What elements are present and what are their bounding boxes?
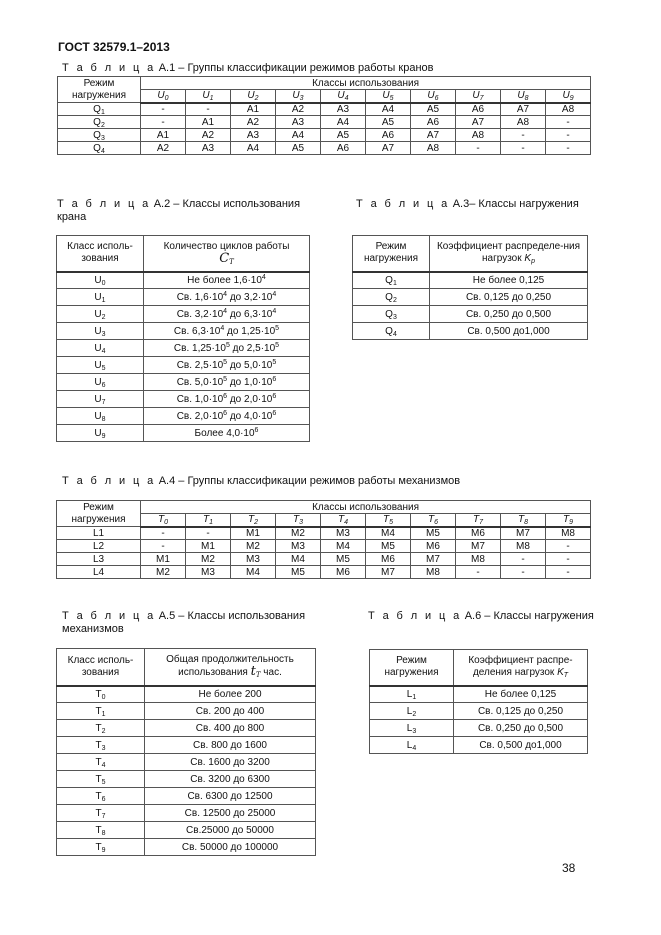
table-cell: - (546, 116, 591, 129)
table-a2 (56, 235, 310, 442)
table-cell: A4 (321, 116, 366, 129)
row-label: $L_3$ (370, 720, 454, 737)
table-cell: A6 (411, 116, 456, 129)
table-cell: A8 (456, 129, 501, 142)
table-row (353, 323, 588, 340)
table-a5-caption (62, 610, 305, 636)
row-value: Св. 0,500 до1,000 (454, 737, 588, 754)
row-value: Св. $2,0\cdot 10^6$ до $4,0\cdot 10^6$ (144, 408, 310, 425)
table-row (57, 737, 316, 754)
table-a6 (369, 649, 588, 754)
table-cell: A1 (186, 116, 231, 129)
column-header: $T_7$ (456, 514, 501, 527)
row-value: Не более 200 (145, 686, 316, 703)
table-cell: M4 (321, 540, 366, 553)
table-a4 (56, 500, 591, 579)
row-value: Более $4,0\cdot 10^6$ (144, 425, 310, 442)
symbol-ct: $C_T$ (219, 250, 234, 266)
row-value: Св. $3,2\cdot 10^4$ до $6,3\cdot 10^4$ (144, 306, 310, 323)
table-cell: - (501, 129, 546, 142)
table-cell: A8 (546, 103, 591, 116)
row-label: $U_8$ (57, 408, 144, 425)
column-header: $T_4$ (321, 514, 366, 527)
table-row (370, 720, 588, 737)
table-cell: A5 (366, 116, 411, 129)
table-cell: M5 (276, 566, 321, 579)
table-cell: A8 (501, 116, 546, 129)
symbol-kt: $K_T$ (557, 667, 569, 680)
row-label: $T_1$ (57, 703, 145, 720)
table-cell: A1 (231, 103, 276, 116)
row-label: $T_7$ (57, 805, 145, 822)
table-row (57, 527, 591, 540)
table-a1 (57, 76, 591, 155)
caption-text-line2: механизмов (62, 623, 124, 635)
header-mode: Режим нагружения (57, 501, 141, 527)
table-cell: M3 (186, 566, 231, 579)
table-row (58, 129, 591, 142)
table-cell: M4 (276, 553, 321, 566)
table-cell: M3 (231, 553, 276, 566)
row-label: $T_9$ (57, 839, 145, 856)
table-cell: A4 (366, 103, 411, 116)
caption-text: А.2 – Классы использования (150, 198, 301, 210)
row-value: Св. 6300 до 12500 (145, 788, 316, 805)
row-value: Св. 0,125 до 0,250 (430, 289, 588, 306)
caption-text: А.5 – Классы использования (155, 610, 306, 622)
row-label: $Q_3$ (353, 306, 430, 323)
table-cell: M7 (501, 527, 546, 540)
table-row (57, 703, 316, 720)
table-row (57, 771, 316, 788)
row-mode: L4 (57, 566, 141, 579)
row-label: $Q_1$ (353, 272, 430, 289)
table-cell: M7 (366, 566, 411, 579)
header-mode: Режим нагружения (58, 77, 141, 103)
table-cell: A6 (321, 142, 366, 155)
column-header: $T_2$ (231, 514, 276, 527)
row-value: Св. $1,25\cdot 10^5$ до $2,5\cdot 10^5$ (144, 340, 310, 357)
table-cell: M8 (546, 527, 591, 540)
table-cell: M1 (141, 553, 186, 566)
table-cell: - (186, 527, 231, 540)
table-cell: A7 (501, 103, 546, 116)
table-cell: - (501, 553, 546, 566)
table-cell: - (141, 540, 186, 553)
header-classes: Классы использования (141, 77, 591, 90)
table-cell: A7 (366, 142, 411, 155)
column-header: $U_7$ (456, 90, 501, 103)
table-cell: A2 (276, 103, 321, 116)
caption-prefix: Т а б л и ц а (368, 610, 462, 622)
caption-text: А.6 – Классы нагружения (461, 610, 594, 622)
table-a3 (352, 235, 588, 340)
table-cell: A3 (321, 103, 366, 116)
row-label: $L_4$ (370, 737, 454, 754)
table-cell: M5 (366, 540, 411, 553)
row-mode: $Q_1$ (58, 103, 141, 116)
row-label: $T_5$ (57, 771, 145, 788)
table-cell: - (141, 527, 186, 540)
table-row (370, 686, 588, 703)
row-value: Св. 50000 до 100000 (145, 839, 316, 856)
header-duration: Общая продолжительность использования $t_T$ час. (145, 649, 316, 686)
row-value: Не более 0,125 (454, 686, 588, 703)
row-label: $T_2$ (57, 720, 145, 737)
table-cell: - (141, 103, 186, 116)
row-label: $Q_4$ (353, 323, 430, 340)
table-row (370, 737, 588, 754)
table-row (57, 553, 591, 566)
row-label: $T_6$ (57, 788, 145, 805)
symbol-kp: $K_p$ (524, 253, 535, 266)
table-cell: M3 (276, 540, 321, 553)
table-row (370, 703, 588, 720)
table-row (57, 357, 310, 374)
row-value: Св. 0,500 до1,000 (430, 323, 588, 340)
caption-prefix: Т а б л и ц а (356, 198, 450, 210)
table-row (57, 720, 316, 737)
table-cell: - (546, 129, 591, 142)
row-value: Св. 1600 до 3200 (145, 754, 316, 771)
row-mode: $Q_2$ (58, 116, 141, 129)
table-a1-caption (62, 62, 433, 75)
table-a4-caption (62, 475, 460, 488)
table-cell: M5 (321, 553, 366, 566)
row-label: $U_3$ (57, 323, 144, 340)
header-coef: Коэффициент распределе-ния нагрузок $K_p$ (430, 236, 588, 272)
row-value: Не более $1,6\cdot 10^4$ (144, 272, 310, 289)
column-header: $U_1$ (186, 90, 231, 103)
column-header: $U_2$ (231, 90, 276, 103)
table-row (57, 822, 316, 839)
row-value: Св. $1,0\cdot 10^6$ до $2,0\cdot 10^6$ (144, 391, 310, 408)
table-row (57, 788, 316, 805)
column-header: $T_0$ (141, 514, 186, 527)
table-row (57, 391, 310, 408)
table-cell: A5 (276, 142, 321, 155)
row-label: $L_1$ (370, 686, 454, 703)
row-value: Св. 200 до 400 (145, 703, 316, 720)
table-cell: M6 (456, 527, 501, 540)
column-header: $U_0$ (141, 90, 186, 103)
table-cell: - (501, 142, 546, 155)
table-row (58, 142, 591, 155)
table-row (57, 289, 310, 306)
row-label: $T_3$ (57, 737, 145, 754)
column-header: $T_5$ (366, 514, 411, 527)
header-mode: Режим нагружения (370, 650, 454, 686)
row-label: $U_7$ (57, 391, 144, 408)
column-header: $T_9$ (546, 514, 591, 527)
table-row (58, 103, 591, 116)
caption-prefix: Т а б л и ц а (57, 198, 151, 210)
table-cell: M3 (321, 527, 366, 540)
row-value: Св. 3200 до 6300 (145, 771, 316, 788)
symbol-tt: $t_T$ (250, 664, 261, 680)
table-cell: M6 (366, 553, 411, 566)
table-cell: A7 (456, 116, 501, 129)
table-cell: - (456, 566, 501, 579)
table-cell: M8 (411, 566, 456, 579)
table-cell: - (546, 142, 591, 155)
table-row (57, 754, 316, 771)
table-cell: - (546, 553, 591, 566)
row-mode: L1 (57, 527, 141, 540)
table-cell: - (546, 540, 591, 553)
table-cell: M8 (456, 553, 501, 566)
table-cell: A1 (141, 129, 186, 142)
header-cycles: Количество циклов работы $C_T$ (144, 236, 310, 272)
table-cell: A8 (411, 142, 456, 155)
header-classes: Классы использования (141, 501, 591, 514)
row-value: Св. 0,125 до 0,250 (454, 703, 588, 720)
caption-prefix: Т а б л и ц а (62, 610, 156, 622)
caption-prefix: Т а б л и ц а (62, 62, 156, 74)
column-header: $T_1$ (186, 514, 231, 527)
table-cell: A3 (231, 129, 276, 142)
table-row (57, 805, 316, 822)
header-class: Класс исполь-зования (57, 649, 145, 686)
row-label: $U_0$ (57, 272, 144, 289)
table-cell: M2 (141, 566, 186, 579)
table-cell: A7 (411, 129, 456, 142)
row-label: $U_9$ (57, 425, 144, 442)
table-cell: - (546, 566, 591, 579)
caption-text-line2: крана (57, 211, 87, 223)
table-cell: - (501, 566, 546, 579)
table-cell: A4 (276, 129, 321, 142)
row-value: Св. 0,250 до 0,500 (430, 306, 588, 323)
column-header: $U_4$ (321, 90, 366, 103)
row-label: $Q_2$ (353, 289, 430, 306)
table-row (353, 289, 588, 306)
column-header: $U_3$ (276, 90, 321, 103)
table-cell: M1 (186, 540, 231, 553)
table-a2-caption (57, 198, 300, 224)
row-value: Св. 800 до 1600 (145, 737, 316, 754)
row-mode: $Q_4$ (58, 142, 141, 155)
header-class: Класс исполь-зования (57, 236, 144, 272)
row-label: $T_8$ (57, 822, 145, 839)
row-label: $U_6$ (57, 374, 144, 391)
document-code: ГОСТ 32579.1–2013 (58, 40, 170, 54)
header-mode: Режим нагружения (353, 236, 430, 272)
table-cell: A3 (276, 116, 321, 129)
row-label: $U_1$ (57, 289, 144, 306)
column-header: $U_5$ (366, 90, 411, 103)
column-header: $U_8$ (501, 90, 546, 103)
table-cell: - (141, 116, 186, 129)
table-cell: A5 (321, 129, 366, 142)
table-row (57, 272, 310, 289)
row-value: Св. $5,0\cdot 10^5$ до $1,0\cdot 10^6$ (144, 374, 310, 391)
table-cell: M1 (231, 527, 276, 540)
table-cell: - (186, 103, 231, 116)
table-cell: M6 (411, 540, 456, 553)
caption-text: А.1 – Группы классификации режимов работы кранов (155, 62, 434, 74)
caption-prefix: Т а б л и ц а (62, 475, 156, 487)
table-row (57, 686, 316, 703)
row-value: Св. 12500 до 25000 (145, 805, 316, 822)
row-mode: L2 (57, 540, 141, 553)
table-cell: A6 (456, 103, 501, 116)
row-label: $T_0$ (57, 686, 145, 703)
table-cell: M4 (366, 527, 411, 540)
table-cell: M2 (231, 540, 276, 553)
row-label: $U_4$ (57, 340, 144, 357)
table-row (57, 306, 310, 323)
table-cell: - (456, 142, 501, 155)
row-label: $U_2$ (57, 306, 144, 323)
page-number: 38 (562, 861, 576, 875)
table-row (353, 306, 588, 323)
table-cell: M7 (411, 553, 456, 566)
row-mode: L3 (57, 553, 141, 566)
header-coef: Коэффициент распре-деления нагрузок $K_T$ (454, 650, 588, 686)
table-row (57, 566, 591, 579)
table-row (57, 323, 310, 340)
table-a5 (56, 648, 316, 856)
table-row (57, 408, 310, 425)
row-label: $L_2$ (370, 703, 454, 720)
table-cell: A3 (186, 142, 231, 155)
table-cell: M7 (456, 540, 501, 553)
table-cell: A2 (231, 116, 276, 129)
caption-text: А.3– Классы нагружения (449, 198, 579, 210)
table-cell: M6 (321, 566, 366, 579)
table-cell: M5 (411, 527, 456, 540)
table-a3-caption (356, 198, 579, 211)
table-cell: A6 (366, 129, 411, 142)
table-row (57, 540, 591, 553)
caption-text: А.4 – Группы классификации режимов работы механизмов (155, 475, 461, 487)
table-a6-caption (368, 610, 594, 623)
row-label: $T_4$ (57, 754, 145, 771)
table-cell: A2 (186, 129, 231, 142)
table-cell: M2 (276, 527, 321, 540)
column-header: $U_6$ (411, 90, 456, 103)
row-value: Св. $1,6\cdot 10^4$ до $3,2\cdot 10^4$ (144, 289, 310, 306)
row-mode: $Q_3$ (58, 129, 141, 142)
table-cell: A5 (411, 103, 456, 116)
row-value: Св. 0,250 до 0,500 (454, 720, 588, 737)
table-row (57, 374, 310, 391)
row-value: Св.25000 до 50000 (145, 822, 316, 839)
column-header: $U_9$ (546, 90, 591, 103)
table-row (58, 116, 591, 129)
table-cell: A4 (231, 142, 276, 155)
row-label: $U_5$ (57, 357, 144, 374)
table-cell: M4 (231, 566, 276, 579)
row-value: Св. $6,3\cdot 10^4$ до $1,25\cdot 10^5$ (144, 323, 310, 340)
column-header: $T_8$ (501, 514, 546, 527)
table-row (57, 340, 310, 357)
table-cell: M8 (501, 540, 546, 553)
row-value: Св. 400 до 800 (145, 720, 316, 737)
table-cell: M2 (186, 553, 231, 566)
table-cell: A2 (141, 142, 186, 155)
table-row (353, 272, 588, 289)
row-value: Св. $2,5\cdot 10^5$ до $5,0\cdot 10^5$ (144, 357, 310, 374)
column-header: $T_3$ (276, 514, 321, 527)
table-row (57, 839, 316, 856)
table-row (57, 425, 310, 442)
row-value: Не более 0,125 (430, 272, 588, 289)
column-header: $T_6$ (411, 514, 456, 527)
